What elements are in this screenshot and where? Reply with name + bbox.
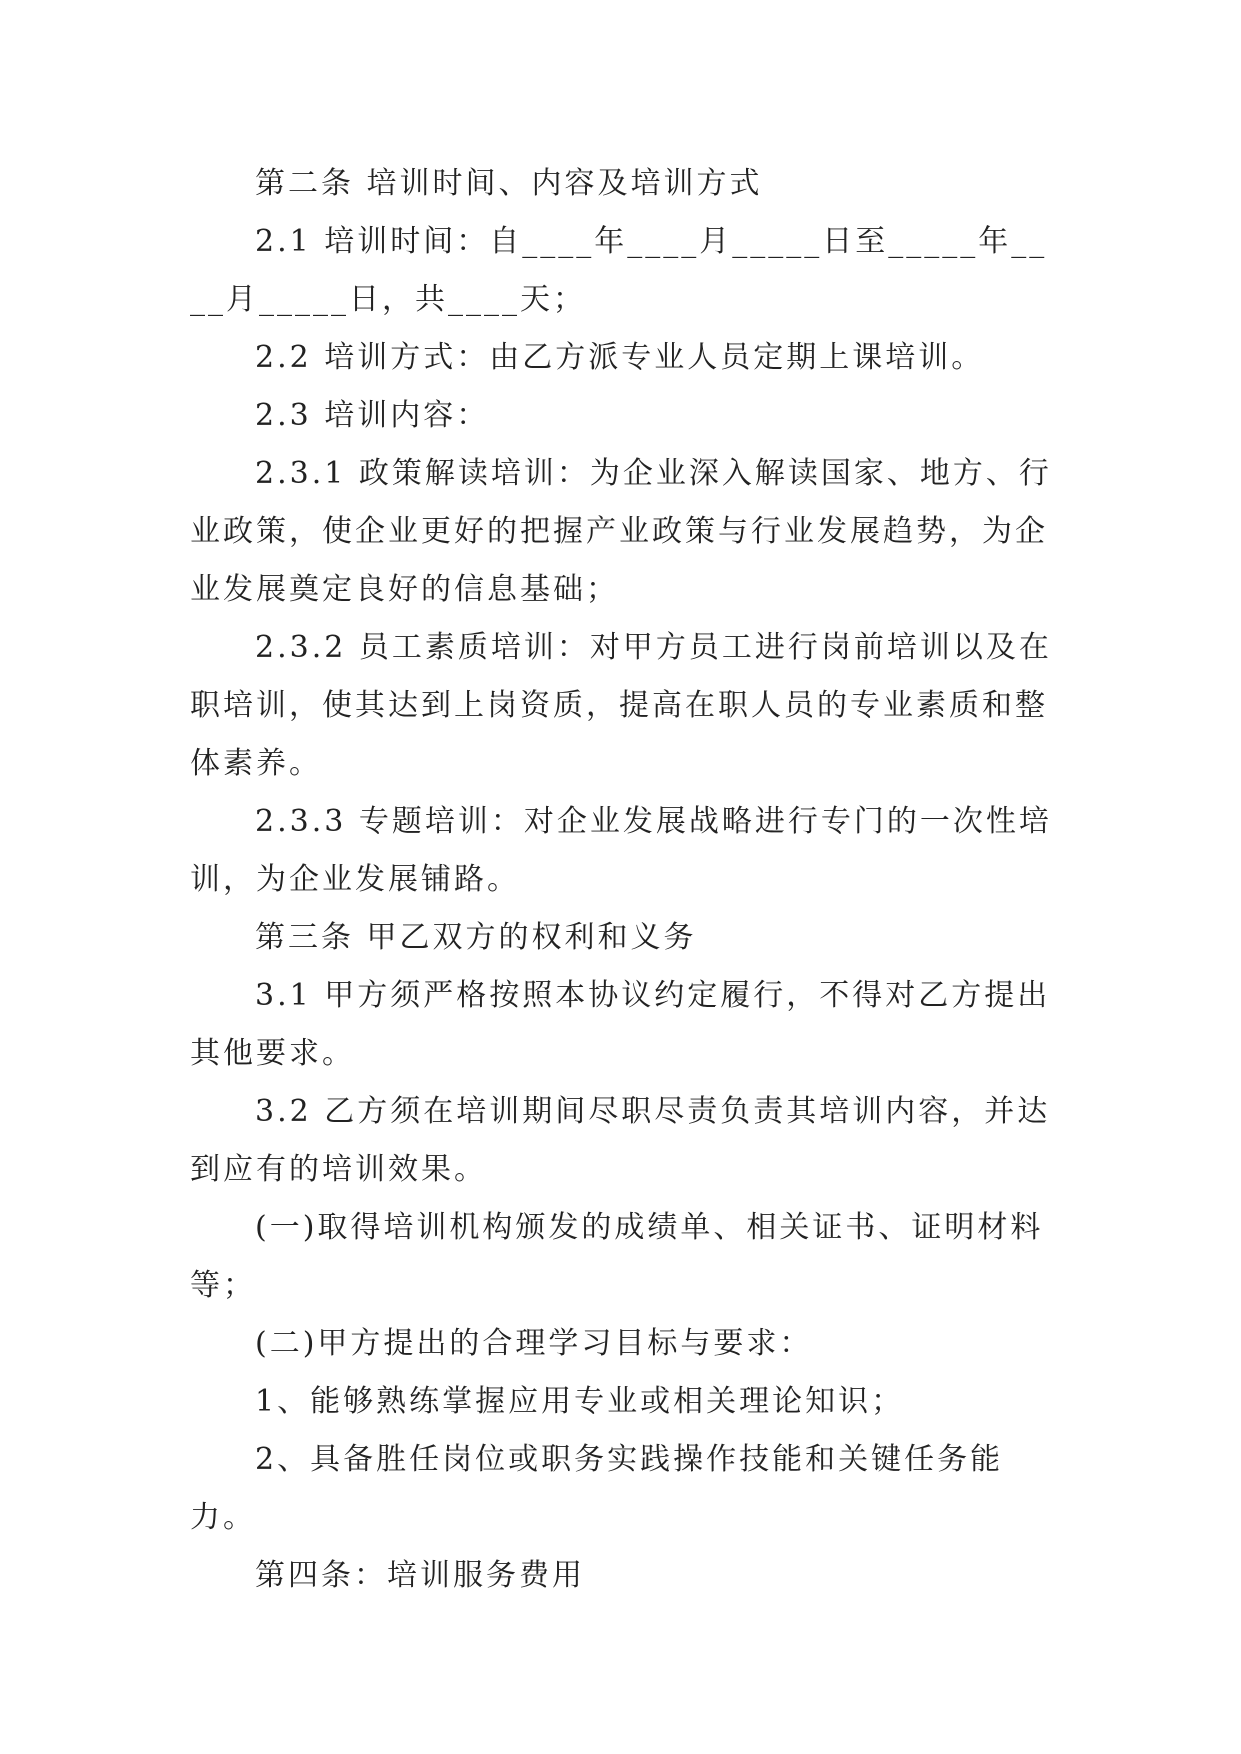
article-2-heading: 第二条 培训时间、内容及培训方式 [255, 166, 763, 201]
article-3-heading: 第三条 甲乙双方的权利和义务 [255, 920, 697, 955]
clause-2-3-1: 2.3.1 政策解读培训：为企业深入解读国家、地方、行业政策，使企业更好的把握产业政策与行业发展趋势，为企业发展奠定良好的信息基础； [190, 456, 1052, 607]
item-2: (二)甲方提出的合理学习目标与要求： [255, 1326, 813, 1361]
sub-item-2: 2、具备胜任岗位或职务实践操作技能和关键任务能力。 [190, 1442, 1004, 1535]
clause-2-3: 2.3 培训内容： [255, 398, 490, 433]
clause-3-2: 3.2 乙方须在培训期间尽职尽责负责其培训内容，并达到应有的培训效果。 [190, 1094, 1051, 1187]
article-4-heading: 第四条：培训服务费用 [255, 1558, 585, 1593]
clause-2-1: 2.1 培训时间：自____年____月_____日至_____年____月_____日，共____天； [190, 224, 1048, 317]
clause-3-1: 3.1 甲方须严格按照本协议约定履行，不得对乙方提出其他要求。 [190, 978, 1051, 1071]
clause-2-2: 2.2 培训方式：由乙方派专业人员定期上课培训。 [255, 340, 985, 375]
item-1: (一)取得培训机构颁发的成绩单、相关证书、证明材料等； [190, 1210, 1044, 1303]
clause-2-3-2: 2.3.2 员工素质培训：对甲方员工进行岗前培训以及在职培训，使其达到上岗资质，提高在职人员的专业素质和整体素养。 [190, 630, 1052, 781]
clause-2-3-3: 2.3.3 专题培训：对企业发展战略进行专门的一次性培训，为企业发展铺路。 [190, 804, 1052, 897]
sub-item-1: 1、能够熟练掌握应用专业或相关理论知识； [255, 1384, 905, 1419]
document-body [190, 155, 1052, 1605]
